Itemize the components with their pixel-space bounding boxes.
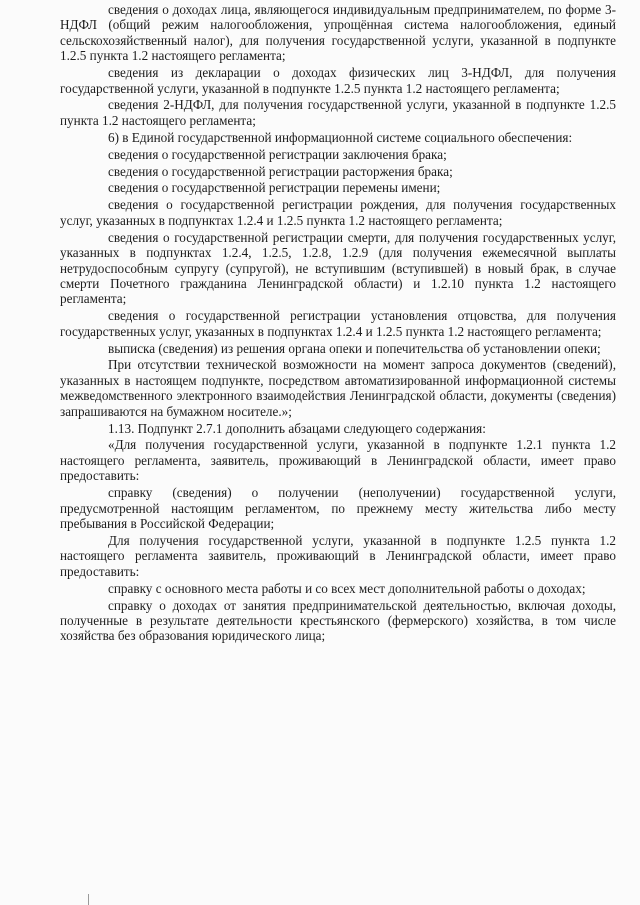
paragraph-2ndfl: сведения 2-НДФЛ, для получения государственной услуги, указанной в подпункте 1.2.5 пункта 1.2 настоящего регламента; <box>60 97 616 128</box>
paragraph-1-13: 1.13. Подпункт 2.7.1 дополнить абзацами следующего содержания: <box>108 420 486 436</box>
paragraph-business-income: справку о доходах от занятия предпринимательской деятельностью, включая доходы, полученные в результате деятельности крестьянского (фермерского) хозяйства, в том числе хозяйства без образования юридического лица; <box>60 597 616 644</box>
paragraph-egisso: 6) в Единой государственной информационной системе социального обеспечения: <box>108 129 573 145</box>
paragraph-service-1-2-5: Для получения государственной услуги, указанной в подпункте 1.2.5 пункта 1.2 настоящего регламента заявитель, проживающий в Ленинградской области, имеет право предоставить: <box>60 532 616 579</box>
paragraph-service-1-2-1: «Для получения государственной услуги, указанной в подпункте 1.2.1 пункта 1.2 настоящего регламента, заявитель, проживающий в Ленинградской области, имеет право предоставить: <box>60 437 616 484</box>
paragraph-3ndfl-declaration: сведения из декларации о доходах физических лиц 3-НДФЛ, для получения государственной услуги, указанной в подпункте 1.2.5 пункта 1.2 настоящего регламента; <box>60 65 616 96</box>
paragraph-death: сведения о государственной регистрации смерти, для получения государственных услуг, указанных в подпунктах 1.2.4, 1.2.5, 1.2.8, 1.2.9 (для получения ежемесячной выплаты нетрудоспособным супругу (супругой), не вступившим (вступившей) в новый брак, в случае смерти Почетного гражданина Ленинградской области) и 1.2.10 пункта 1.2 настоящего регламента; <box>60 229 616 307</box>
paragraph-work-income: справку с основного места работы и со всех мест дополнительной работы о доходах; <box>108 580 586 596</box>
scan-edge-mark <box>88 894 89 905</box>
paragraph-paternity: сведения о государственной регистрации установления отцовства, для получения государственных услуг, указанных в подпунктах 1.2.4 и 1.2.5 пункта 1.2 настоящего регламента; <box>60 308 616 339</box>
paragraph-birth: сведения о государственной регистрации рождения, для получения государственных услуг, указанных в подпунктах 1.2.4 и 1.2.5 пункта 1.2 настоящего регламента; <box>60 197 616 228</box>
paragraph-guardianship: выписка (сведения) из решения органа опеки и попечительства об установлении опеки; <box>108 340 601 356</box>
document-body <box>60 2 616 645</box>
paragraph-no-technical-possibility: При отсутствии технической возможности на момент запроса документов (сведений), указанных в настоящем подпункте, посредством автоматизированной информационной системы межведомственного электронного взаимодействия Ленинградской области, документы (сведения) запрашиваются на бумажном носителе.»; <box>60 357 616 419</box>
paragraph-name-change: сведения о государственной регистрации перемены имени; <box>108 180 441 196</box>
paragraph-3ndfl-entrepreneur: сведения о доходах лица, являющегося индивидуальным предпринимателем, по форме 3-НДФЛ (общий режим налогообложения, упрощённая система налогообложения, единый сельскохозяйственный налог), для получения государственной услуги, указанной в подпункте 1.2.5 пункта 1.2 настоящего регламента; <box>60 2 616 64</box>
paragraph-marriage: сведения о государственной регистрации заключения брака; <box>108 146 447 162</box>
paragraph-divorce: сведения о государственной регистрации расторжения брака; <box>108 163 453 179</box>
paragraph-certificate-receipt: справку (сведения) о получении (неполучении) государственной услуги, предусмотренной настоящим регламентом, по прежнему месту жительства либо месту пребывания в Российской Федерации; <box>60 485 616 531</box>
